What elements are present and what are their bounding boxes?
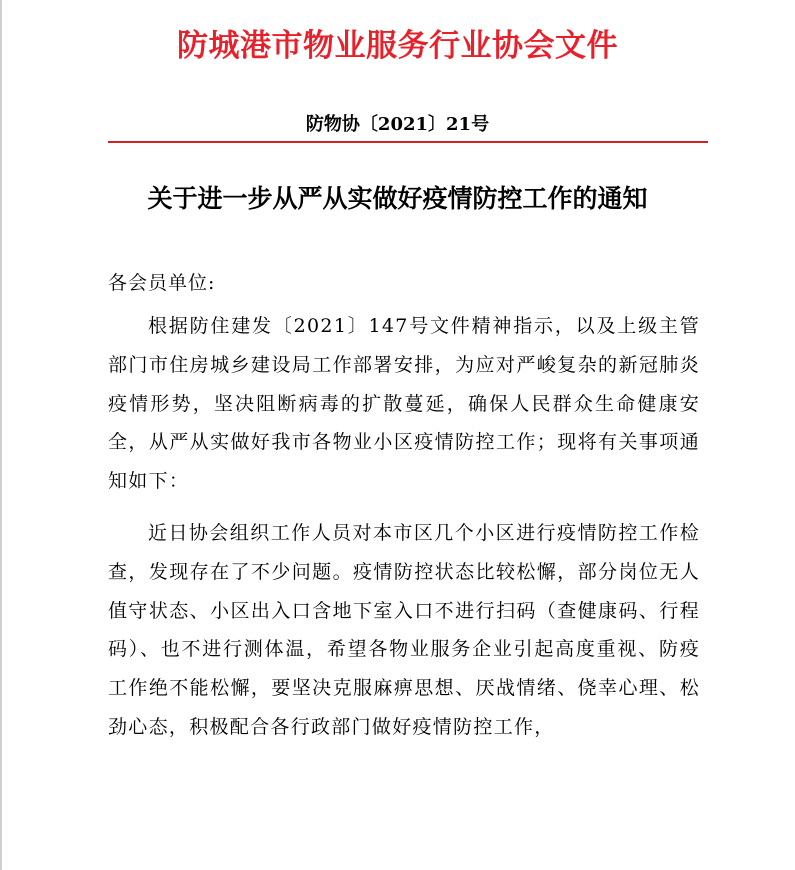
org-document-title: 防城港市物业服务行业协会文件 bbox=[177, 28, 618, 64]
body-paragraph-1: 根据防住建发〔2021〕147号文件精神指示，以及上级主管部门市住房城乡建设局工作部署安排，为应对严峻复杂的新冠肺炎疫情形势，坚决阻断病毒的扩散蔓延，确保人民群众生命健康安全，从严从实做好我市各物业小区疫情防控工作；现将有关事项通知如下： bbox=[108, 315, 700, 493]
red-header-divider bbox=[108, 141, 708, 143]
document-number: 防物协〔2021〕21号 bbox=[305, 114, 490, 135]
notice-heading: 关于进一步从严从实做好疫情防控工作的通知 bbox=[147, 184, 648, 213]
body-paragraph-2: 近日协会组织工作人员对本市区几个小区进行疫情防控工作检查，发现存在了不少问题。疫情防控状态比较松懈，部分岗位无人值守状态、小区出入口含地下室入口不进行扫码（查健康码、行程码）、也不进行测体温，希望各物业服务企业引起高度重视、防疫工作绝不能松懈，要坚决克服麻痹思想、厌战情绪、侥幸心理、松劲心态，积极配合各行政部门做好疫情防控工作， bbox=[108, 522, 700, 738]
salutation: 各会员单位: bbox=[108, 272, 216, 294]
